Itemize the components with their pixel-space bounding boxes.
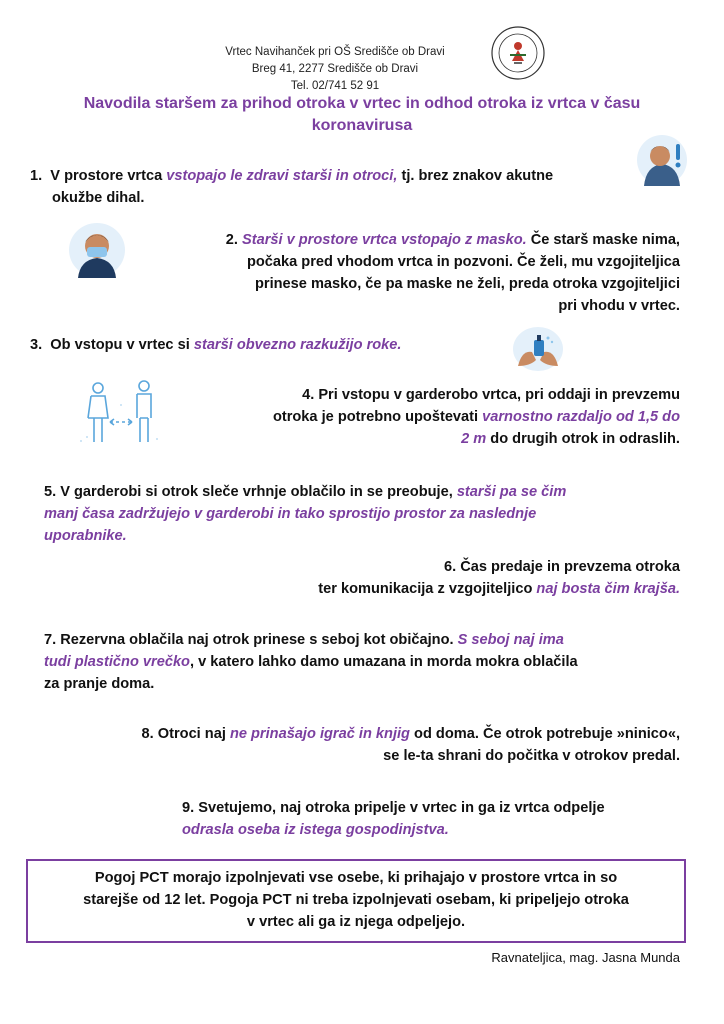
item-number: 1. <box>30 168 43 184</box>
item-text: Čas predaje in prevzema otroka <box>460 559 680 575</box>
list-item-1 <box>30 165 650 209</box>
item-text: otroka je potrebno upoštevati <box>272 409 483 425</box>
item-text: V garderobi si otrok sleče vrhnje oblačilo in se preobuje, <box>60 484 457 500</box>
item-highlight: 2 m <box>461 431 487 447</box>
list-item-3 <box>30 334 510 356</box>
item-highlight: vstopajo le zdravi starši in otroci, <box>166 168 398 184</box>
hand-sanitizer-icon <box>512 326 564 372</box>
item-text: Ob vstopu v vrtec si <box>50 337 194 353</box>
item-highlight: naj bosta čim krajša. <box>536 581 680 597</box>
item-number: 7. <box>44 632 57 648</box>
list-item-5 <box>44 481 684 547</box>
item-highlight: manj časa zadržujejo v garderobi in tako sprostijo prostor za naslednje <box>44 506 537 522</box>
item-highlight: S seboj naj ima <box>457 632 564 648</box>
item-text: pri vhodu v vrtec. <box>558 298 680 314</box>
list-item-9 <box>182 797 682 841</box>
item-number: 2. <box>225 232 238 248</box>
header-street: Breg 41, 2277 Središče ob Dravi <box>251 63 419 75</box>
notice-line: Pogoj PCT morajo izpolnjevati vse osebe, ki prihajajo v prostore vrtca in so <box>94 870 618 886</box>
item-number: 9. <box>182 800 195 816</box>
item-highlight: ne prinašajo igrač in knjig <box>229 726 410 742</box>
list-item-7 <box>44 629 684 695</box>
item-number: 5. <box>44 484 57 500</box>
list-item-4 <box>190 384 680 450</box>
item-text: Pri vstopu v garderobo vrtca, pri oddaji in prevzemu <box>318 387 680 403</box>
face-mask-icon <box>68 222 126 278</box>
item-number: 3. <box>30 337 43 353</box>
item-highlight: varnostno razdaljo od 1,5 do <box>482 409 680 425</box>
item-number: 4. <box>302 387 315 403</box>
item-text: Otroci naj <box>157 726 230 742</box>
item-text: do drugih otrok in odraslih. <box>486 431 680 447</box>
item-text: tj. brez znakov akutne <box>397 168 554 184</box>
notice-line: starejše od 12 let. Pogoja PCT ni treba izpolnjevati osebam, ki pripeljejo otroka <box>83 892 629 908</box>
item-highlight: starši obvezno razkužijo roke. <box>193 337 402 353</box>
item-highlight: uporabnike. <box>44 528 127 544</box>
item-text: ter komunikacija z vzgojiteljico <box>318 581 537 597</box>
item-highlight: tudi plastično vrečko <box>44 654 190 670</box>
header-phone: Tel. 02/741 52 91 <box>290 80 380 92</box>
social-distance-icon <box>80 378 162 448</box>
page-title: Navodila staršem za prihod otroka v vrtec in odhod otroka iz vrtca v času koronavirusa <box>83 95 641 134</box>
item-text: za pranje doma. <box>44 676 155 692</box>
header-address <box>220 44 450 95</box>
pct-notice-box <box>26 859 686 943</box>
item-text: prinese masko, če pa maske ne želi, preda otroka vzgojiteljici <box>254 276 680 292</box>
sick-person-icon <box>636 134 688 186</box>
item-highlight: odrasla oseba iz istega gospodinjstva. <box>182 822 449 838</box>
item-number: 6. <box>443 559 457 575</box>
list-item-6 <box>200 556 680 600</box>
item-text: se le-ta shrani do počitka v otrokov predal. <box>383 748 680 764</box>
item-number: 8. <box>141 726 154 742</box>
item-text: Če starš maske nima, <box>526 232 680 248</box>
header-name: Vrtec Navihanček pri OŠ Središče ob Dravi <box>225 46 445 58</box>
item-text: V prostore vrtca <box>50 168 167 184</box>
item-text: , v katero lahko damo umazana in morda mokra oblačila <box>189 654 578 670</box>
signature: Ravnateljica, mag. Jasna Munda <box>491 950 680 965</box>
list-item-2 <box>140 229 680 317</box>
list-item-8 <box>40 723 680 767</box>
item-highlight: starši pa se čim <box>456 484 567 500</box>
item-text: počaka pred vhodom vrtca in pozvoni. Če želi, mu vzgojiteljica <box>246 254 680 270</box>
item-highlight: Starši v prostore vrtca vstopajo z masko. <box>241 232 527 248</box>
item-text: od doma. Če otrok potrebuje »ninico«, <box>409 726 680 742</box>
item-text: Rezervna oblačila naj otrok prinese s seboj kot običajno. <box>60 632 458 648</box>
item-text: Svetujemo, naj otroka pripelje v vrtec in ga iz vrtca odpelje <box>198 800 605 816</box>
notice-line: v vrtec ali ga iz njega odpeljejo. <box>246 914 466 930</box>
item-text: okužbe dihal. <box>52 190 145 206</box>
kindergarten-logo-icon <box>490 25 546 81</box>
